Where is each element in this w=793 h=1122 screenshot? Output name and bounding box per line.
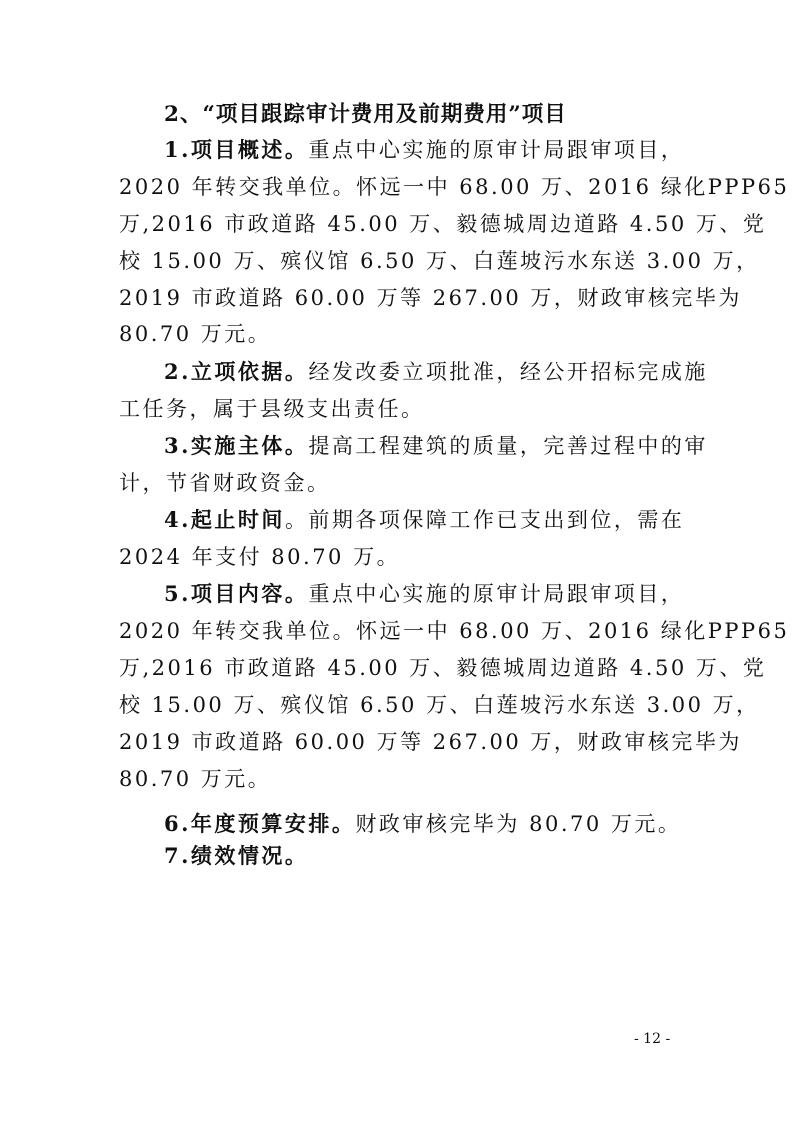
paragraph-subject-line-2: 计，节省财政资金。 — [119, 471, 331, 495]
paragraph-overview-line-3: 万,2016 市政道路 45.00 万、毅德城周边道路 4.50 万、党 — [119, 212, 767, 236]
paragraph-subject-line-1 — [164, 432, 708, 460]
paragraph-performance-line-1 — [164, 842, 308, 870]
paragraph-content-line-2: 2020 年转交我单位。怀远一中 68.00 万、2016 绿化PPP65 — [119, 619, 790, 643]
paragraph-basis-line-1 — [164, 358, 708, 386]
paragraph-content-line-1 — [164, 580, 684, 608]
subject-text: 提高工程建筑的质量，完善过程中的审 — [308, 434, 708, 458]
paragraph-overview-line-2: 2020 年转交我单位。怀远一中 68.00 万、2016 绿化PPP65 — [119, 175, 790, 199]
period-lead: 4.起止时间 — [164, 507, 285, 532]
page-number: - 12 - — [634, 1031, 671, 1047]
content-text: 重点中心实施的原审计局跟审项目， — [308, 582, 685, 606]
performance-lead: 7.绩效情况。 — [164, 843, 309, 868]
overview-text: 重点中心实施的原审计局跟审项目， — [308, 138, 685, 162]
paragraph-overview-line-1 — [164, 136, 684, 164]
budget-lead: 6.年度预算安排。 — [164, 811, 356, 836]
paragraph-content-line-5: 2019 市政道路 60.00 万等 267.00 万，财政审核完毕为 — [119, 730, 742, 754]
paragraph-content-line-3: 万,2016 市政道路 45.00 万、毅德城周边道路 4.50 万、党 — [119, 656, 767, 680]
period-text: 。前期各项保障工作已支出到位，需在 — [284, 508, 685, 532]
paragraph-overview-line-6: 80.70 万元。 — [119, 322, 272, 346]
budget-text: 财政审核完毕为 80.70 万元。 — [355, 812, 682, 836]
content-lead: 5.项目内容。 — [164, 581, 309, 606]
overview-lead: 1.项目概述。 — [164, 137, 309, 162]
paragraph-budget-line-1 — [164, 810, 681, 838]
subject-lead: 3.实施主体。 — [164, 433, 309, 458]
section-heading: 2、“项目跟踪审计费用及前期费用”项目 — [164, 102, 567, 127]
paragraph-period-line-2: 2024 年支付 80.70 万。 — [119, 545, 401, 569]
paragraph-content-line-4: 校 15.00 万、殡仪馆 6.50 万、白莲坡污水东送 3.00 万， — [119, 693, 760, 717]
basis-text: 经发改委立项批准，经公开招标完成施 — [308, 360, 708, 384]
paragraph-basis-line-2: 工任务，属于县级支出责任。 — [119, 397, 425, 421]
basis-lead: 2.立项依据。 — [164, 359, 309, 384]
paragraph-period-line-1 — [164, 506, 684, 534]
paragraph-overview-line-5: 2019 市政道路 60.00 万等 267.00 万，财政审核完毕为 — [119, 286, 742, 310]
paragraph-overview-line-4: 校 15.00 万、殡仪馆 6.50 万、白莲坡污水东送 3.00 万， — [119, 249, 760, 273]
paragraph-content-line-6: 80.70 万元。 — [119, 767, 272, 791]
